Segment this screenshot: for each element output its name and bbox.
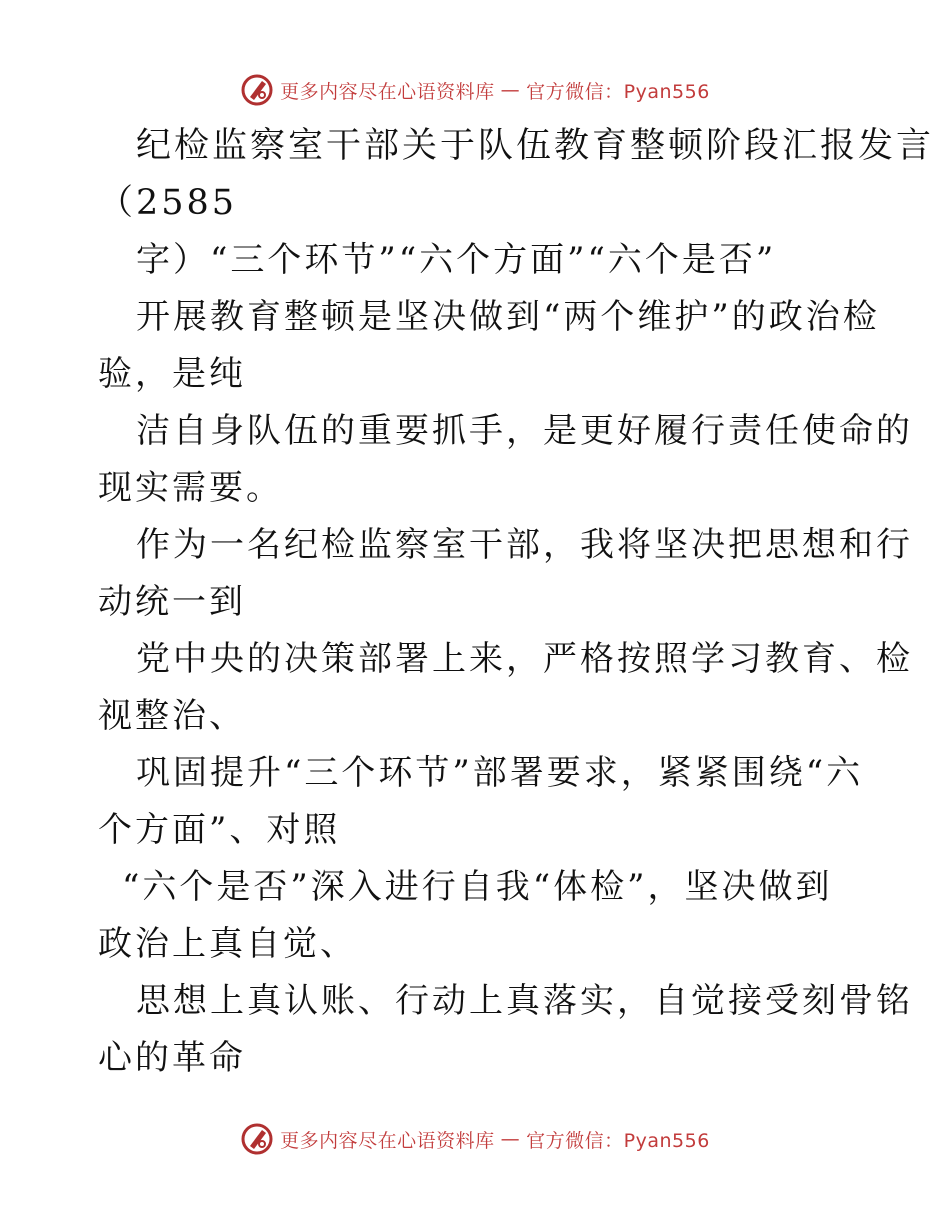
banner-wechat-text: 官方微信：Pyan556	[526, 1129, 710, 1152]
pen-logo-icon	[240, 73, 274, 107]
paragraph	[98, 403, 913, 517]
banner-site-text: 更多内容尽在心语资料库	[280, 80, 495, 103]
paragraph-line: 作为一名纪检监察室干部，我将坚决把思想和行	[136, 525, 913, 565]
paragraph-line: 视整治、	[98, 696, 246, 736]
paragraph-line: 政治上真自觉、	[98, 924, 357, 964]
paragraph-line: 开展教育整顿是坚决做到“两个维护”的政治检	[136, 297, 880, 337]
pen-logo-icon	[240, 1122, 274, 1156]
footer-banner	[0, 1119, 950, 1159]
paragraph-line: 纪检监察室干部关于队伍教育整顿阶段汇报发言	[136, 126, 935, 166]
paragraph-line: 党中央的决策部署上来，严格按照学习教育、检	[136, 639, 913, 679]
header-banner	[0, 70, 950, 110]
paragraph	[98, 289, 880, 403]
paragraph	[98, 973, 913, 1087]
paragraph	[98, 859, 858, 973]
paragraph-line: （2585	[98, 183, 238, 223]
paragraph-line: 验，是纯	[98, 354, 246, 394]
paragraph	[98, 517, 913, 631]
paragraph	[98, 631, 913, 745]
paragraph-line: 字）“三个环节”“六个方面”“六个是否”	[136, 240, 777, 280]
banner-dash: —	[500, 1128, 521, 1150]
banner-site-text: 更多内容尽在心语资料库	[280, 1129, 495, 1152]
doc-subtitle	[98, 232, 858, 289]
paragraph-line: 现实需要。	[98, 468, 283, 508]
paragraph-line: 个方面”、对照	[98, 810, 341, 850]
paragraph-line: 心的革命	[98, 1038, 246, 1078]
paragraph-line: “六个是否”深入进行自我“体检”，坚决做到	[122, 867, 833, 907]
doc-title	[98, 118, 935, 232]
paragraph-line: 洁自身队伍的重要抓手，是更好履行责任使命的	[136, 411, 913, 451]
banner-wechat-text: 官方微信：Pyan556	[526, 80, 710, 103]
banner-dash: —	[500, 79, 521, 101]
paragraph-line: 巩固提升“三个环节”部署要求，紧紧围绕“六	[136, 753, 864, 793]
document-body	[98, 118, 935, 1087]
paragraph	[98, 745, 864, 859]
paragraph-line: 思想上真认账、行动上真落实，自觉接受刻骨铭	[136, 981, 913, 1021]
paragraph-line: 动统一到	[98, 582, 246, 622]
